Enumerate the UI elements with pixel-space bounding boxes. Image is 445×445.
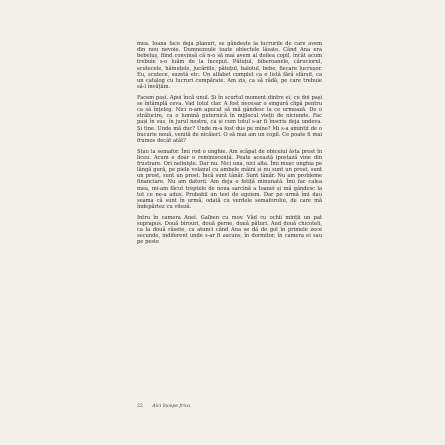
page-footer — [137, 404, 190, 409]
running-title: Aici începe frica — [152, 404, 191, 409]
paragraph-1: mea. Ioana face deja planuri, se gândește la lucrurile de care avem din nou nevoie. Dumnezeule toate obiectele lăsate. Când Ana era bebeluș, fiind convinsă că n-o să mai avem al doilea copil, încât acum trebuie s-o luăm de la început. Pătuțul, biberoanele, căruciorul, scutecele, hăinuțele, jucăriile, pătuțul, balotul, bebe, fiecare lucrușor. Eu, scutece, suzetă etc. Un alfabet complet ca o listă fără sfârșit, ca un catalog cu lucruri cumpărate. Am zis, ca să râdă, pe care trebuie să-l învățăm. — [137, 41, 322, 91]
paragraph-4: Intru în camera Anei. Galben cu mov. Văd cu ochii minții un pat suprapus. Două birouri, două perne, două pături. Aud două chicoteli, ca la două râsete, ca atunci când Ana se dă de gol în primele zece secunde, indiferent unde s-ar fi ascuns, în dormitor, în camera ei sau pe peste — [137, 214, 322, 246]
page-number: 22 — [137, 404, 143, 409]
paragraph-2: Facem pași. Apoi încă unul. Și în scurtul moment dintre ei, cu doi pași se întâmplă ceva. Vad totul clar. A fost necesar o singură clipă pentru ca să înțeleg. Nici n-am apucat să mă gândesc la ce urmează. De o strălucire, ca o lumină puternică în mijlocul vieții de niciunde. Fac pași în sus, în jurul nostru, ca și cum totul s-ar fi înscris deja undeva. Și tine. Unde mă duc? Unde m-a fost dus pe mine? Mi s-a amintit de o bucurie nouă, venită de nicăieri. O să mai am un copil. Ce poate fi mai frumos decât atât? — [137, 94, 322, 144]
paragraph-3: Stau la semafor. Îmi rod o unghie. Am scăpat de obiceiul ăsta prost în liceu. Acum e doar o reminiscență. Poate această ipostază vine din frustrare. Ori neliniște. Dar nu. Nici una, nici alta. Îmi mușc unghia pe lângă gură, pe piele volanul cu ambele mâini și nu sunt un prost, sunt un prost, sunt un prost. Încă sunt tânăr. Sunt tânăr. Nu am probleme financiare. Nu am datorii. Am deja o fetiță minunată. Îmi fac calea mea, mi-am făcut treptele de noua sarcină a Ioanei și mă gândesc la tot ce ne-a adus. Probabil un test de egoism. Dar pe urmă îmi dau seama că sunt în urmă, odată cu verdele semaforului, de care mă îndepărtez cu viteză. — [137, 148, 322, 211]
text-block — [137, 41, 322, 246]
